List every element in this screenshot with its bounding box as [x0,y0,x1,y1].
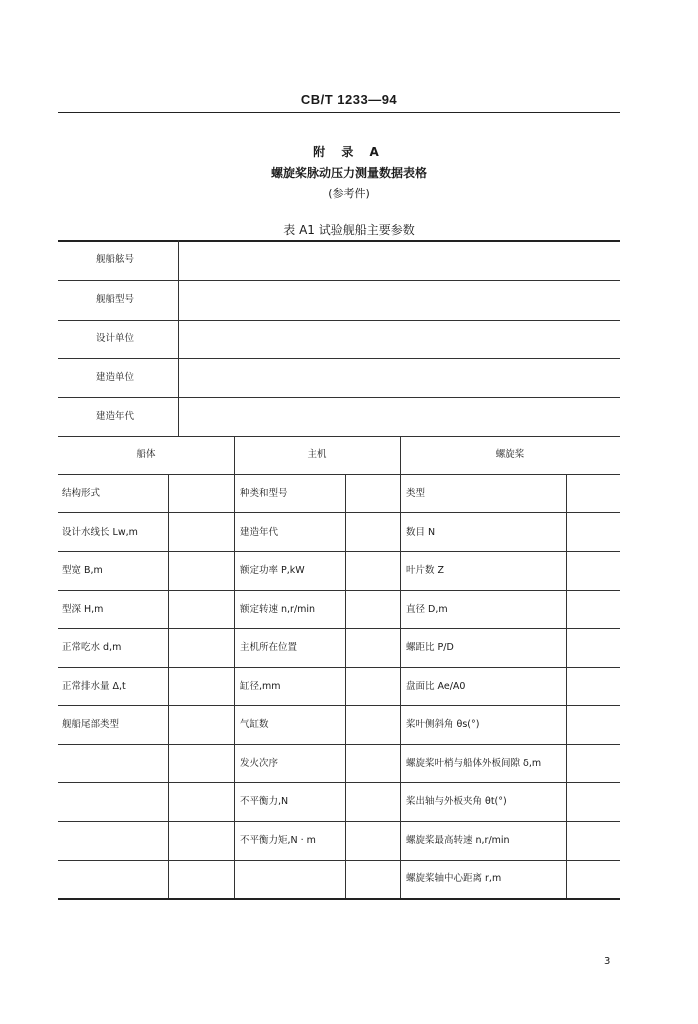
engine-parameter: 不平衡力,N [240,796,289,807]
engine-parameter: 不平衡力矩,N · m [240,835,316,846]
engine-parameter: 气缸数 [240,719,269,730]
table-column-rule [178,240,179,436]
table-rule [58,705,620,706]
propeller-parameter: 盘面比 Ae/A0 [406,681,466,692]
header-rule [58,112,620,113]
propeller-parameter: 螺距比 P/D [406,642,454,653]
engine-parameter: 发火次序 [240,758,279,769]
table-rule [58,551,620,552]
table-rule [58,397,620,398]
table-column-rule [168,474,169,898]
table-caption: 表 A1 试验舰船主要参数 [283,223,415,237]
table-column-rule [566,474,567,898]
table-rule [58,860,620,861]
table-column-rule [400,436,401,898]
table-rule [58,744,620,745]
propeller-parameter: 桨叶侧斜角 θs(°) [406,719,480,730]
hull-parameter: 正常排水量 Δ,t [62,681,126,692]
general-row-label: 设计单位 [96,333,135,344]
hull-parameter: 舰船尾部类型 [62,719,120,730]
appendix-label: 附 录 A [313,145,385,159]
table-column-rule [234,436,235,898]
table-rule [58,590,620,591]
hull-parameter: 型宽 B,m [62,565,103,576]
hull-parameter: 型深 H,m [62,604,104,615]
propeller-parameter: 直径 D,m [406,604,448,615]
table-rule [58,782,620,783]
engine-parameter: 种类和型号 [240,488,288,499]
section-header-propeller: 螺旋桨 [495,449,525,460]
propeller-parameter: 数目 N [406,527,436,538]
section-header-hull: 船体 [136,449,156,460]
propeller-parameter: 类型 [406,488,426,499]
engine-parameter: 缸径,mm [240,681,281,692]
engine-parameter: 主机所在位置 [240,642,298,653]
propeller-parameter: 桨出轴与外板夹角 θt(°) [406,796,507,807]
hull-parameter: 设计水线长 Lw,m [62,527,138,538]
table-column-rule [345,474,346,898]
table-bottom-rule [58,898,620,900]
table-rule [58,280,620,281]
hull-parameter: 正常吃水 d,m [62,642,122,653]
table-top-rule [58,240,620,242]
parameters-table [58,240,620,900]
table-rule [58,436,620,437]
general-row-label: 建造年代 [96,411,135,422]
propeller-parameter: 螺旋桨叶梢与船体外板间隙 δ,m [406,758,542,769]
appendix-note: (参考件) [328,187,370,200]
table-rule [58,628,620,629]
propeller-parameter: 螺旋桨最高转速 n,r/min [406,835,510,846]
appendix-title: 螺旋桨脉动压力测量数据表格 [270,166,427,180]
general-row-label: 舰船舷号 [96,254,135,265]
page-number: 3 [604,956,611,967]
general-row-label: 舰船型号 [96,294,135,305]
engine-parameter: 额定功率 P,kW [240,565,305,576]
engine-parameter: 额定转速 n,r/min [240,604,316,615]
hull-parameter: 结构形式 [62,488,101,499]
section-header-engine: 主机 [307,449,327,460]
engine-parameter: 建造年代 [240,527,279,538]
propeller-parameter: 叶片数 Z [406,565,445,576]
general-row-label: 建造单位 [96,372,135,383]
table-rule [58,320,620,321]
standard-number: CB/T 1233—94 [300,92,398,107]
propeller-parameter: 螺旋桨轴中心距离 r,m [406,873,502,884]
table-rule [58,821,620,822]
table-rule [58,512,620,513]
table-rule [58,474,620,475]
table-rule [58,667,620,668]
table-rule [58,358,620,359]
